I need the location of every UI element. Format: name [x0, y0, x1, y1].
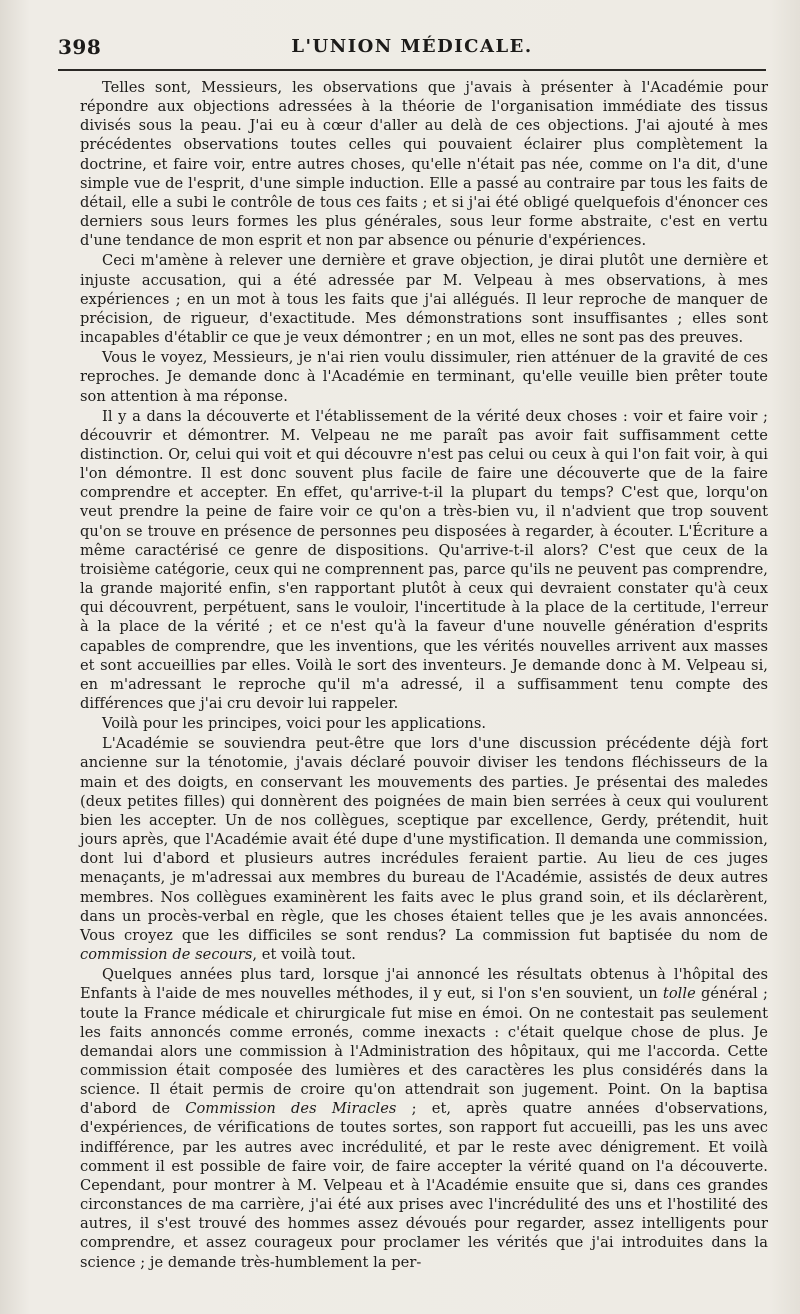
paragraph-6-italic: commission de secours — [80, 946, 253, 964]
page-header — [58, 30, 766, 66]
body-text — [80, 78, 768, 1272]
paragraph-7-italic-2: Commission des Miracles — [185, 1100, 397, 1118]
paragraph-2: Ceci m'amène à relever une dernière et grave objection, je dirai plutôt une dernière et injuste accusation, qui a été adressée par M. Velpeau à mes observations, à mes expériences ; en un mot à tous les faits que j'ai allégués. Il leur reproche de manquer de précision, de rigueur, d'exactitude. Mes démonstrations sont insuffisantes ; elles sont incapables d'établir ce que je veux démontrer ; en un mot, elles ne sont pas des preuves. — [80, 252, 768, 347]
paragraph-3: Vous le voyez, Messieurs, je n'ai rien voulu dissimuler, rien atténuer de la gravité de ces reproches. Je demande donc à l'Académie en terminant, qu'elle veuille bien prêter toute son attention à ma réponse. — [80, 349, 768, 405]
paragraph-7-italic: tolle — [662, 985, 696, 1003]
paragraph-6-tail: , et voilà tout. — [252, 946, 356, 964]
paragraph-7-text: Quelques années plus tard, lorsque j'ai annoncé les résultats obtenus à l'hôpital des Enfants à l'aide de mes nouvelles méthodes, il y eut, si l'on s'en souvient, un — [80, 966, 768, 1003]
page-number: 398 — [58, 35, 102, 59]
header-rule — [58, 69, 766, 71]
paragraph-7-middle: général ; toute la France médicale et chirurgicale fut mise en émoi. On ne contestait pas seulement les faits annoncés comme erronés, comme inexacts : c'était quelque chose de plus. Je demandai alors une commission à l'Administration des hôpitaux, qui me l'accorda. Cette commission était composée des lumières et des caractères les plus considérés dans la science. Il était permis de croire qu'on attendrait son jugement. Point. On la baptisa d'abord de — [80, 985, 768, 1118]
paragraph-6-text: L'Académie se souviendra peut-être que lors d'une discussion précédente déjà fort ancienne sur la ténotomie, j'avais déclaré pouvoir diviser les tendons fléchisseurs de la main et des doigts, en conservant les mouvements des parties. Je présentai des maledes (deux petites filles) qui donnèrent des poignées de main bien serrées à ceux qui voulurent bien les accepter. Un de nos collègues, sceptique par excellence, Gerdy, prétendit, huit jours après, que l'Académie avait été dupe d'une mystification. Il demanda une commission, dont lui d'abord et plusieurs autres incrédules feraient partie. Au lieu de ces juges menaçants, je m'adressai aux membres du bureau de l'Académie, assistés de deux autres membres. Nos collègues examinèrent les faits avec le plus grand soin, et ils déclarèrent, dans un procès-verbal en règle, que les choses étaient telles que je les avais annoncées. Vous croyez que les difficiles se sont rendus? La commission fut baptisée du nom de — [80, 735, 768, 944]
paragraph-5: Voilà pour les principes, voici pour les applications. — [102, 715, 487, 733]
paragraph-4: Il y a dans la découverte et l'établissement de la vérité deux choses : voir et faire voir ; découvrir et démontrer. M. Velpeau ne me paraît pas avoir fait suffisamment cette distinction. Or, celui qui voit et qui découvre n'est pas celui ou ceux à qui l'on fait voir, à qui l'on démontre. Il est donc souvent plus facile de faire une découverte que de la faire comprendre et accepter. En effet, qu'arrive-t-il la plupart du temps? C'est que, lorqu'on veut prendre la peine de faire voir ce qu'on a très-bien vu, il n'advient que trop souvent qu'on se trouve en présence de personnes peu disposées à regarder, à écouter. L'Écriture a même caractérisé ce genre de dispositions. Qu'arrive-t-il alors? C'est que ceux de la troisième catégorie, ceux qui ne comprennent pas, parce qu'ils ne peuvent pas comprendre, la grande majorité enfin, s'en rapportant plutôt à ceux qui devraient constater qu'à ceux qui découvrent, perpétuent, sans le vouloir, l'incertitude à la place de la certitude, l'erreur à la place de la vérité ; et ce n'est qu'à la faveur d'une nouvelle génération d'esprits capables de comprendre, que les inventions, que les vérités nouvelles arrivent aux masses et sont accueillies par elles. Voilà le sort des inventeurs. Je demande donc à M. Velpeau si, en m'adressant le reproche qu'il m'a adressé, il a suffisamment tenu compte des différences que j'ai cru devoir lui rappeler. — [80, 407, 768, 712]
paragraph-7-tail: ; et, après quatre années d'observations, d'expériences, de vérifications de toutes sortes, son rapport fut accueilli, pas les uns avec indifférence, par les autres avec incrédulité, et par le reste avec dénigrement. Et voilà comment il est possible de faire voir, de faire accepter la vérité quand on l'a découverte. Cependant, pour montrer à M. Velpeau et à l'Académie ensuite que si, dans ces grandes circonstances de ma carrière, j'ai été aux prises avec l'incrédulité des uns et l'hostilité des autres, il s'est trouvé des hommes assez dévoués pour regarder, assez intelligents pour comprendre, et assez courageux pour proclamer les vérités que j'ai introduites dans la science ; je demande très-humblement la per- — [80, 1100, 768, 1271]
paragraph-6 — [80, 734, 768, 964]
running-title: L'UNION MÉDICALE. — [291, 36, 533, 57]
paragraph-1: Telles sont, Messieurs, les observations que j'avais à présenter à l'Académie pour répondre aux objections adressées à la théorie de l'organisation immédiate des tissus divisés sous la peau. J'ai eu à cœur d'aller au delà de ces objections. J'ai ajouté à mes précédentes observations toutes celles qui pouvaient éclairer plus complètement la doctrine, et faire voir, entre autres choses, qu'elle n'était pas née, comme on l'a dit, d'une simple vue de l'esprit, d'une simple induction. Elle a passé au contraire par tous les faits de détail, elle a subi le contrôle de tous ces faits ; et si j'ai été obligé quelquefois d'énoncer ces derniers sous leurs formes les plus générales, sous leur forme abstraite, c'est en vertu d'une tendance de mon esprit et non par absence ou pénurie d'expériences. — [80, 79, 768, 250]
paragraph-7 — [80, 965, 768, 1272]
